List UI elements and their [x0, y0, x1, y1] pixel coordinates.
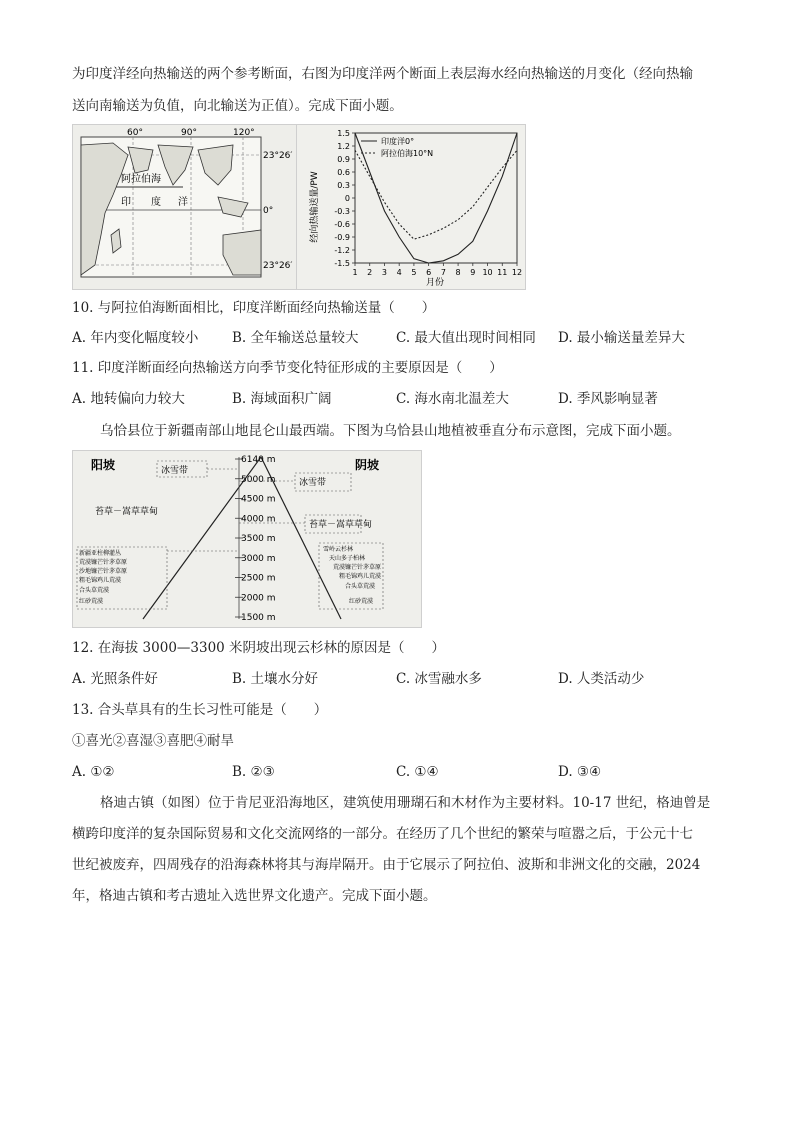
- sunny-slope-label: 阳坡: [91, 458, 116, 472]
- chart-legend-label: 阿拉伯海10°N: [381, 149, 434, 158]
- elevation-label: 4500 m: [241, 494, 276, 505]
- map-sea-label: 度: [151, 197, 161, 208]
- chart-y-tick-label: 0.6: [337, 168, 350, 177]
- chart-x-tick-label: 12: [511, 268, 523, 277]
- map-lon-label: 90°: [181, 128, 197, 138]
- map-sea-label: 洋: [178, 197, 188, 208]
- q13-option-d[interactable]: D. ③④: [558, 764, 602, 780]
- map-sea-label: 印: [121, 197, 131, 208]
- q13-choices: ①喜光②喜湿③喜肥④耐旱: [72, 733, 234, 749]
- left-zone-label: 荒漠镰芒针茅草原: [79, 559, 128, 566]
- chart-x-tick-label: 11: [497, 268, 508, 277]
- elevation-label: 2500 m: [241, 573, 276, 584]
- right-zone-label: 粗毛锦鸡儿荒漠: [339, 573, 382, 580]
- map-lon-label: 120°: [233, 128, 255, 138]
- q11-stem: 11. 印度洋断面经向热输送方向季节变化特征形成的主要原因是（ ）: [72, 360, 503, 376]
- chart-y-tick-label: 0: [344, 194, 350, 203]
- left-zone-label: 红砂荒漠: [79, 598, 104, 605]
- chart-ylabel: 经向热输送量/PW: [310, 171, 320, 243]
- left-zone-label: 粗毛锦鸡儿荒漠: [79, 577, 122, 584]
- map-lon-label: 60°: [127, 128, 143, 138]
- chart-y-tick-label: 0.3: [337, 181, 350, 190]
- q10-stem: 10. 与阿拉伯海断面相比，印度洋断面经向热输送量（ ）: [72, 300, 436, 316]
- elevation-label: 4000 m: [241, 514, 276, 525]
- passage-line-4: 年，格迪古镇和考古遗址入选世界文化遗产。完成下面小题。: [72, 888, 437, 904]
- q10-option-a[interactable]: A. 年内变化幅度较小: [72, 330, 199, 346]
- q12-option-a[interactable]: A. 光照条件好: [72, 671, 158, 687]
- q10-option-b[interactable]: B. 全年输送总量较大: [232, 330, 359, 346]
- passage-line-2: 横跨印度洋的复杂国际贸易和文化交流网络的一部分。在经历了几个世纪的繁荣与喧嚣之后，于公元十七: [72, 826, 693, 842]
- left-zone-label: 合头草荒漠: [79, 587, 110, 594]
- q11-option-c[interactable]: C. 海水南北温差大: [396, 391, 509, 407]
- elevation-label: 2000 m: [241, 593, 276, 604]
- chart-x-tick-label: 8: [455, 268, 461, 277]
- left-zone-label: 冰雪带: [161, 466, 189, 476]
- right-zone-label: 荒漠镰芒针茅草原: [333, 564, 382, 571]
- q10-option-c[interactable]: C. 最大值出现时间相同: [396, 330, 536, 346]
- chart-y-tick-label: -0.9: [334, 233, 350, 242]
- q13-option-a[interactable]: A. ①②: [72, 764, 115, 780]
- right-zone-label: 红砂荒漠: [349, 598, 374, 605]
- chart-y-tick-label: -1.5: [334, 259, 350, 268]
- chart-x-tick-label: 9: [470, 268, 476, 277]
- chart-x-tick-label: 5: [411, 268, 417, 277]
- chart-y-tick-label: 1.5: [337, 129, 350, 138]
- q13-option-b[interactable]: B. ②③: [232, 764, 275, 780]
- left-zone-label: 新疆亚柱柳灌丛: [79, 550, 122, 557]
- chart-x-tick-label: 1: [352, 268, 358, 277]
- left-zone-label: 苔草－嵩草草甸: [95, 507, 159, 517]
- map-lat-label: 23°26′: [263, 151, 293, 161]
- passage-line-1: 格迪古镇（如图）位于肯尼亚沿海地区，建筑使用珊瑚石和木材作为主要材料。10-17 世纪，格迪曾是: [100, 795, 711, 811]
- shady-slope-label: 阴坡: [355, 458, 380, 472]
- heat-transport-chart: [296, 124, 526, 290]
- right-zone-label: 天山多子柏林: [329, 555, 366, 562]
- mountain-vegetation-diagram: [72, 450, 422, 628]
- q13-stem: 13. 合头草具有的生长习性可能是（ ）: [72, 702, 328, 718]
- right-zone-label: 冰雪带: [299, 478, 327, 488]
- elevation-label: 3500 m: [241, 534, 276, 544]
- chart-x-tick-label: 2: [367, 268, 373, 277]
- elevation-label: 3000 m: [241, 553, 276, 564]
- intro-line-1: 为印度洋经向热输送的两个参考断面，右图为印度洋两个断面上表层海水经向热输送的月变化（经向热输: [72, 66, 693, 82]
- q10-option-d[interactable]: D. 最小输送量差异大: [558, 330, 685, 346]
- elevation-label: 5000 m: [241, 474, 276, 485]
- right-zone-label: 合头草荒漠: [345, 583, 376, 590]
- q12-option-d[interactable]: D. 人类活动少: [558, 671, 645, 687]
- chart-x-tick-label: 3: [381, 268, 388, 277]
- chart-x-tick-label: 6: [426, 268, 432, 277]
- chart-series-line: [355, 150, 517, 239]
- chart-series-line: [355, 133, 517, 263]
- elevation-label: 1500 m: [241, 613, 276, 623]
- q12-option-c[interactable]: C. 冰雪融水多: [396, 671, 482, 687]
- chart-y-tick-label: -0.6: [334, 220, 350, 229]
- q11-option-a[interactable]: A. 地转偏向力较大: [72, 391, 185, 407]
- elevation-label: 6140 m: [241, 455, 276, 465]
- right-zone-label: 苔草－嵩草草甸: [309, 520, 373, 530]
- chart-x-tick-label: 7: [440, 268, 446, 277]
- map-lat-label: 23°26′: [263, 261, 293, 271]
- q11-option-d[interactable]: D. 季风影响显著: [558, 391, 658, 407]
- map-lat-label: 0°: [263, 206, 274, 216]
- right-zone-label: 雪岭云杉林: [323, 546, 354, 553]
- left-zone-label: 沙地镰芒针茅草原: [79, 568, 128, 575]
- chart-x-tick-label: 10: [482, 268, 493, 277]
- chart-y-tick-label: -0.3: [334, 207, 350, 216]
- q12-stem: 12. 在海拔 3000—3300 米阴坡出现云杉林的原因是（ ）: [72, 640, 446, 656]
- passage-line-3: 世纪被废弃，四周残存的沿海森林将其与海岸隔开。由于它展示了阿拉伯、波斯和非洲文化的交融，2024: [72, 857, 701, 873]
- chart-y-tick-label: 1.2: [337, 142, 350, 151]
- intro2-text: 乌恰县位于新疆南部山地昆仑山最西端。下图为乌恰县山地植被垂直分布示意图，完成下面小题。: [100, 423, 681, 439]
- q12-option-b[interactable]: B. 土壤水分好: [232, 671, 319, 687]
- chart-legend-label: 印度洋0°: [381, 137, 415, 146]
- chart-y-tick-label: -1.2: [334, 246, 350, 255]
- q13-option-c[interactable]: C. ①④: [396, 764, 439, 780]
- q11-option-b[interactable]: B. 海域面积广阔: [232, 391, 332, 407]
- intro-line-2: 送向南输送为负值，向北输送为正值）。完成下面小题。: [72, 98, 403, 114]
- map-sea-label: 阿拉伯海: [121, 174, 161, 185]
- chart-x-tick-label: 4: [396, 268, 402, 277]
- chart-y-tick-label: 0.9: [337, 155, 350, 164]
- chart-xlabel: 月份: [425, 278, 445, 288]
